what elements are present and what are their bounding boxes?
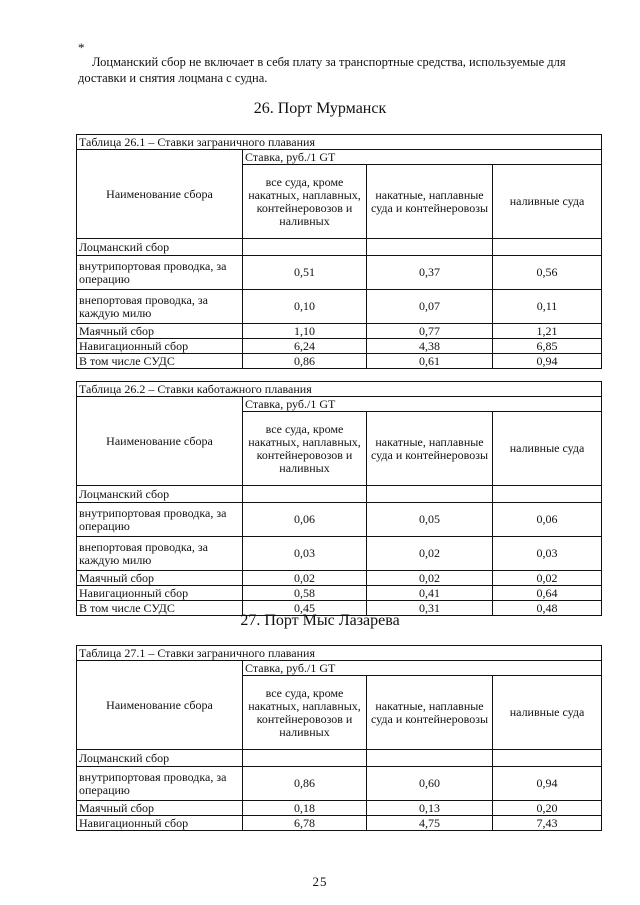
rate-roro-container xyxy=(367,486,493,503)
section-heading-26: 26. Порт Мурманск xyxy=(253,100,387,117)
row-label: Маячный сбор xyxy=(77,801,243,816)
rate-roro-container: 0,41 xyxy=(367,586,493,601)
rate-tankers: 0,64 xyxy=(493,586,602,601)
row-label: внепортовая проводка, за каждую милю xyxy=(77,537,243,571)
row-label: внутрипортовая проводка, за операцию xyxy=(77,503,243,537)
table-26-1 xyxy=(76,134,602,369)
footnote-text: Лоцманский сбор не включает в себя плату за транспортные средства, используемые для доставки и снятия лоцмана с судна. xyxy=(78,55,566,85)
table-row xyxy=(77,816,602,831)
rate-roro-container: 4,38 xyxy=(367,339,493,354)
rate-all-vessels xyxy=(243,486,367,503)
rate-tankers: 0,02 xyxy=(493,571,602,586)
table-row xyxy=(77,571,602,586)
rate-tankers: 0,03 xyxy=(493,537,602,571)
table-row xyxy=(77,486,602,503)
row-label: Маячный сбор xyxy=(77,571,243,586)
table-caption: Таблица 27.1 – Ставки заграничного плавания xyxy=(77,646,602,661)
column-header-tankers: наливные суда xyxy=(493,676,602,750)
table-row xyxy=(77,801,602,816)
rate-header: Ставка, руб./1 GT xyxy=(243,150,602,165)
rate-tankers: 7,43 xyxy=(493,816,602,831)
rate-all-vessels: 0,18 xyxy=(243,801,367,816)
name-column-header: Наименование сбора xyxy=(77,661,243,750)
rate-roro-container: 0,77 xyxy=(367,324,493,339)
table-27-1 xyxy=(76,645,602,831)
rate-tankers: 0,48 xyxy=(493,601,602,616)
column-header-tankers: наливные суда xyxy=(493,165,602,239)
rate-roro-container: 0,31 xyxy=(367,601,493,616)
table-row xyxy=(77,586,602,601)
rate-tankers: 0,06 xyxy=(493,503,602,537)
column-header-roro-container: накатные, наплавные суда и контейнеровозы xyxy=(367,165,493,239)
table-row xyxy=(77,537,602,571)
name-column-header: Наименование сбора xyxy=(77,150,243,239)
row-label: Навигационный сбор xyxy=(77,586,243,601)
rate-roro-container: 0,05 xyxy=(367,503,493,537)
row-label: внутрипортовая проводка, за операцию xyxy=(77,256,243,290)
rate-roro-container: 0,37 xyxy=(367,256,493,290)
row-label: внутрипортовая проводка, за операцию xyxy=(77,767,243,801)
name-column-header: Наименование сбора xyxy=(77,397,243,486)
rate-roro-container: 0,61 xyxy=(367,354,493,369)
table-row xyxy=(77,239,602,256)
section-heading-27: 27. Порт Мыс Лазарева xyxy=(240,612,400,629)
rate-tankers: 0,20 xyxy=(493,801,602,816)
rate-roro-container: 0,02 xyxy=(367,537,493,571)
row-label: внепортовая проводка, за каждую милю xyxy=(77,290,243,324)
rate-all-vessels: 0,10 xyxy=(243,290,367,324)
rate-all-vessels xyxy=(243,239,367,256)
table-caption: Таблица 26.1 – Ставки заграничного плавания xyxy=(77,135,602,150)
rate-all-vessels: 0,58 xyxy=(243,586,367,601)
row-label: Навигационный сбор xyxy=(77,339,243,354)
rate-header: Ставка, руб./1 GT xyxy=(243,397,602,412)
row-label: В том числе СУДС xyxy=(77,354,243,369)
column-header-roro-container: накатные, наплавные суда и контейнеровозы xyxy=(367,676,493,750)
rate-roro-container xyxy=(367,239,493,256)
row-label: Навигационный сбор xyxy=(77,816,243,831)
table-caption: Таблица 26.2 – Ставки каботажного плавания xyxy=(77,382,602,397)
rate-tankers: 0,94 xyxy=(493,354,602,369)
rate-roro-container: 0,07 xyxy=(367,290,493,324)
rate-tankers: 0,11 xyxy=(493,290,602,324)
rate-all-vessels: 0,06 xyxy=(243,503,367,537)
rate-tankers xyxy=(493,486,602,503)
column-header-all-vessels: все суда, кроме накатных, наплавных, контейнеровозов и наливных xyxy=(243,412,367,486)
table-row xyxy=(77,256,602,290)
row-label: В том числе СУДС xyxy=(77,601,243,616)
rate-tankers: 0,56 xyxy=(493,256,602,290)
page-number: 25 xyxy=(312,874,328,889)
rate-all-vessels: 0,02 xyxy=(243,571,367,586)
rate-tankers xyxy=(493,750,602,767)
rate-all-vessels: 0,86 xyxy=(243,354,367,369)
rate-all-vessels: 0,86 xyxy=(243,767,367,801)
table-26-2 xyxy=(76,381,602,616)
rate-all-vessels: 0,51 xyxy=(243,256,367,290)
column-header-tankers: наливные суда xyxy=(493,412,602,486)
column-header-roro-container: накатные, наплавные суда и контейнеровозы xyxy=(367,412,493,486)
rate-all-vessels xyxy=(243,750,367,767)
rate-roro-container: 0,13 xyxy=(367,801,493,816)
column-header-all-vessels: все суда, кроме накатных, наплавных, контейнеровозов и наливных xyxy=(243,676,367,750)
rate-roro-container xyxy=(367,750,493,767)
row-label: Маячный сбор xyxy=(77,324,243,339)
rate-tankers: 6,85 xyxy=(493,339,602,354)
rate-all-vessels: 0,45 xyxy=(243,601,367,616)
rate-tankers: 0,94 xyxy=(493,767,602,801)
table-row xyxy=(77,339,602,354)
rate-header: Ставка, руб./1 GT xyxy=(243,661,602,676)
table-row xyxy=(77,324,602,339)
rate-all-vessels: 1,10 xyxy=(243,324,367,339)
footnote-marker: * xyxy=(78,40,85,55)
table-row xyxy=(77,767,602,801)
column-header-all-vessels: все суда, кроме накатных, наплавных, контейнеровозов и наливных xyxy=(243,165,367,239)
rate-all-vessels: 6,78 xyxy=(243,816,367,831)
rate-tankers: 1,21 xyxy=(493,324,602,339)
rate-roro-container: 0,02 xyxy=(367,571,493,586)
row-label: Лоцманский сбор xyxy=(77,750,243,767)
table-row xyxy=(77,290,602,324)
rate-tankers xyxy=(493,239,602,256)
table-row xyxy=(77,503,602,537)
row-label: Лоцманский сбор xyxy=(77,239,243,256)
table-row xyxy=(77,354,602,369)
rate-roro-container: 0,60 xyxy=(367,767,493,801)
table-row xyxy=(77,750,602,767)
rate-roro-container: 4,75 xyxy=(367,816,493,831)
row-label: Лоцманский сбор xyxy=(77,486,243,503)
rate-all-vessels: 6,24 xyxy=(243,339,367,354)
rate-all-vessels: 0,03 xyxy=(243,537,367,571)
